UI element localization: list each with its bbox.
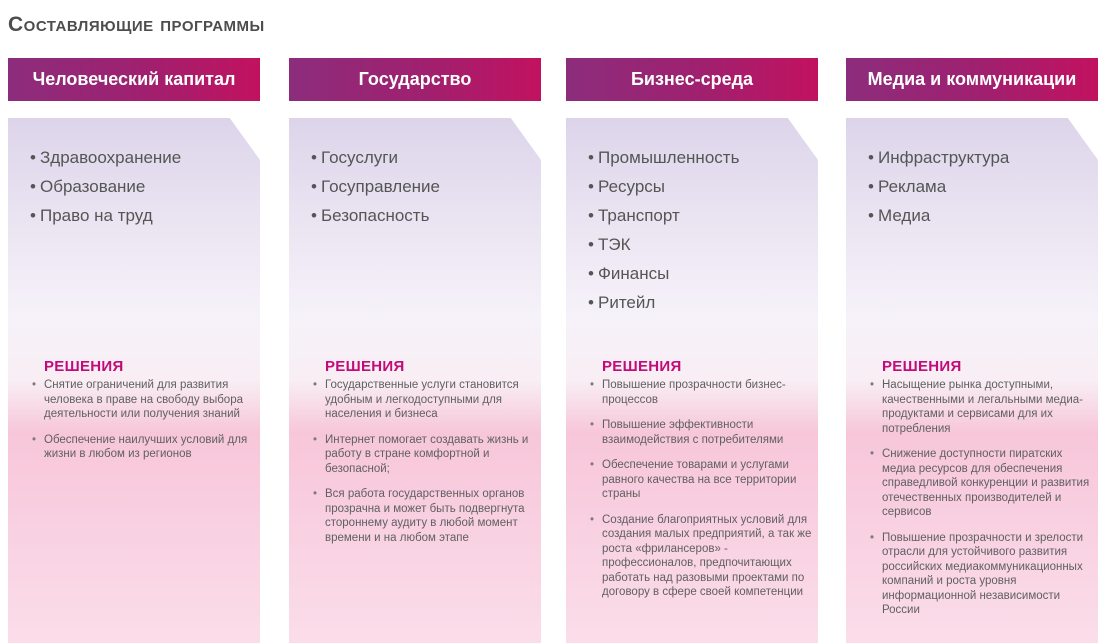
topic-label: Промышленность [598,148,740,167]
topics-list [588,143,739,317]
topic-item [868,201,1009,230]
bullet-icon: • [30,148,36,167]
bullet-icon: • [30,206,36,225]
topics-list [30,143,181,230]
solution-item: • Обеспечение наилучших условий для жизни в любом из регионов [32,433,254,462]
solution-item: • Снижение доступности пиратских медиа ресурсов для обеспечения справедливой конкуренции и развития отечественных производителей и сервисов [870,447,1092,520]
topic-label: Финансы [598,264,670,283]
topic-label: Транспорт [598,206,680,225]
topic-label: Ресурсы [598,177,666,196]
solutions-list [32,378,254,473]
topic-item [868,143,1009,172]
bullet-icon: • [588,148,594,167]
bullet-icon: • [588,293,594,312]
topic-label: Ритейл [598,293,656,312]
bullet-icon: • [868,206,874,225]
bullet-icon: • [588,264,594,283]
topic-item [588,288,739,317]
topic-item [30,143,181,172]
column-header: Человеческий капитал [8,58,260,101]
topic-item [311,172,440,201]
bullet-icon: • [311,148,317,167]
bullet-icon: • [311,177,317,196]
column-header: Бизнес-среда [566,58,818,101]
solution-item: • Обеспечение товарами и услугами равного качества на все территории страны [590,458,812,502]
solution-item: • Создание благоприятных условий для создания малых предприятий, а так же роста «фрилансеров» - профессионалов, предпочитающих работать над разовыми проектами по договору в сфере своей компетенции [590,513,812,600]
column-header: Государство [289,58,541,101]
topic-item [311,143,440,172]
topic-label: Госуправление [321,177,440,196]
page-title [8,4,265,40]
topics-list [868,143,1009,230]
topic-label: Инфраструктура [878,148,1010,167]
solution-item: • Снятие ограничений для развития человека в праве на свободу выбора деятельности или получения знаний [32,378,254,422]
solutions-list [590,378,812,611]
topic-label: Реклама [878,177,947,196]
bullet-icon: • [30,177,36,196]
topic-item [588,230,739,259]
topic-label: Медиа [878,206,931,225]
solution-item: • Интернет помогает создавать жизнь и работу в стране комфортной и безопасной; [313,433,535,477]
topic-item [588,201,739,230]
topic-label: Госуслуги [321,148,398,167]
solutions-list [870,378,1092,629]
topic-item [311,201,440,230]
column-human-capital [8,58,260,643]
topics-list [311,143,440,230]
column-header: Медиа и коммуникации [846,58,1098,101]
topic-item [588,172,739,201]
bullet-icon: • [311,206,317,225]
solutions-title: РЕШЕНИЯ [882,358,962,375]
column-business-environment [566,58,818,643]
bullet-icon: • [588,177,594,196]
solution-item: • Вся работа государственных органов прозрачна и может быть подвергнута стороннему аудиту в любой момент времени и на любом этапе [313,487,535,545]
solutions-title: РЕШЕНИЯ [602,358,682,375]
topic-label: Здравоохранение [40,148,182,167]
solution-item: • Повышение прозрачности бизнес-процессов [590,378,812,407]
topic-label: Безопасность [321,206,430,225]
solutions-title: РЕШЕНИЯ [44,358,124,375]
bullet-icon: • [868,177,874,196]
topic-item [30,201,181,230]
solution-item: • Повышение эффективности взаимодействия с потребителями [590,418,812,447]
bullet-icon: • [588,206,594,225]
topic-item [868,172,1009,201]
topic-label: Образование [40,177,146,196]
topic-label: Право на труд [40,206,153,225]
page-title-rest: оставляющие программы [23,11,265,36]
bullet-icon: • [588,235,594,254]
topic-label: ТЭК [598,235,631,254]
solutions-list [313,378,535,556]
column-government [289,58,541,643]
topic-item [588,143,739,172]
page-title-first-letter: с [8,5,24,38]
solution-item: • Повышение прозрачности и зрелости отрасли для устойчивого развития российских медиакоммуникационных компаний и роста уровня информационной независимости России [870,531,1092,618]
topic-item [588,259,739,288]
solution-item: • Государственные услуги становится удобным и легкодоступными для населения и бизнеса [313,378,535,422]
column-media-communications [846,58,1098,643]
solutions-title: РЕШЕНИЯ [325,358,405,375]
solution-item: • Насыщение рынка доступными, качественными и легальными медиа-продуктами и сервисами для их потребления [870,378,1092,436]
bullet-icon: • [868,148,874,167]
topic-item [30,172,181,201]
